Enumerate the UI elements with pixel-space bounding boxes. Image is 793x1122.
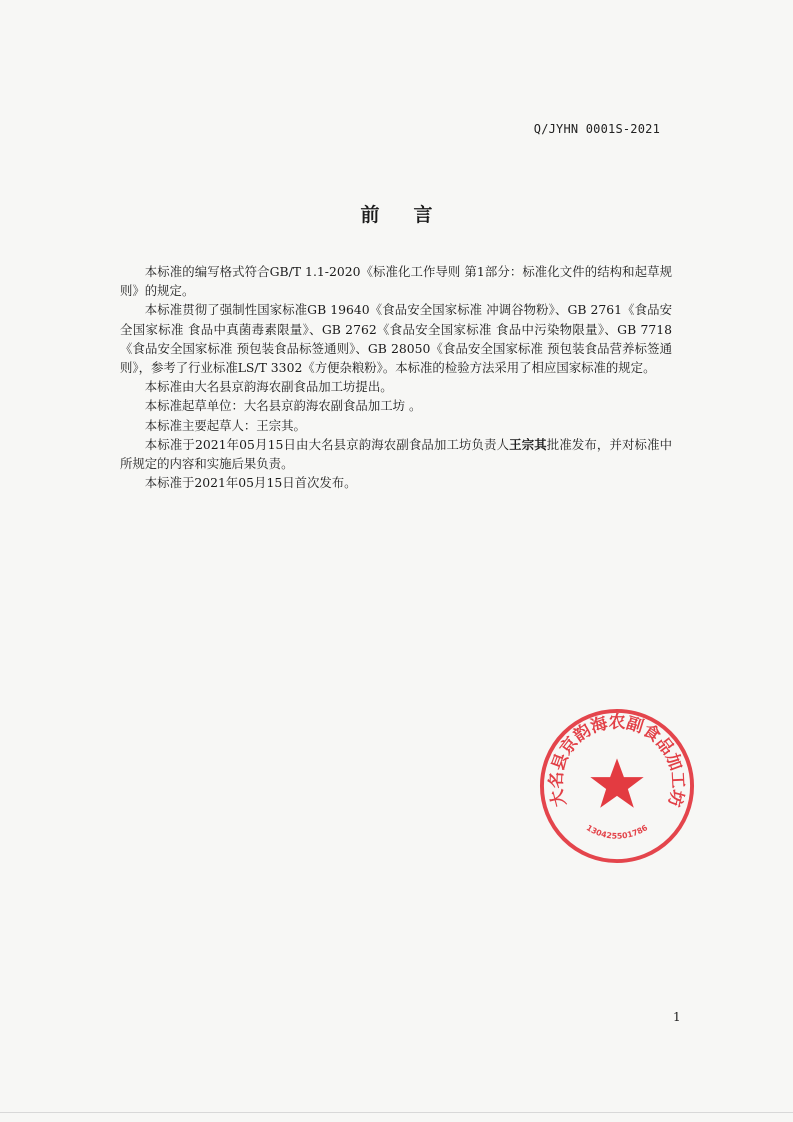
approval-text-b: 批准发布，并对标准中所规定的内容和实施后果负责。: [120, 436, 672, 472]
svg-text:130425501786: [585, 823, 650, 841]
seal-star-icon: [590, 758, 643, 807]
company-seal-stamp: [538, 707, 696, 865]
paragraph-drafter: 本标准主要起草人：王宗其。: [144, 417, 306, 433]
scan-edge-line: [0, 1112, 793, 1113]
paragraph-standards: 本标准贯彻了强制性国家标准GB 19640《食品安全国家标准 冲调谷物粉》、GB 2761《食品安全国家标准 食品中真菌毒素限量》、GB 2762《食品安全国家标准 食品中污染物限量》、GB 7718《食品安全国家标准 预包装食品标签通则》、GB 28050《食品安全国家标准 预包装食品营养标签通则》，参考了行业标准LS/T 3302《方便杂粮粉》。本标准的检验方法采用了相应国家标准的规定。: [120, 302, 672, 376]
paragraph-approval: [120, 435, 672, 473]
foreword-body: [120, 262, 672, 492]
page-title: 前言: [360, 204, 467, 226]
approval-text-a: 本标准于2021年05月15日由大名县京韵海农副食品加工坊负责人: [144, 436, 510, 452]
paragraph-drafting-unit: 本标准起草单位：大名县京韵海农副食品加工坊 。: [144, 398, 422, 414]
paragraph-release: 本标准于2021年05月15日首次发布。: [144, 475, 357, 491]
paragraph-format: 本标准的编写格式符合GB/T 1.1-2020《标准化工作导则 第1部分：标准化文件的结构和起草规则》的规定。: [120, 264, 672, 299]
document-code: Q/JYHN 0001S-2021: [533, 122, 660, 136]
seal-code: 130425501786: [584, 823, 650, 841]
seal-text: 大名县京韵海农副食品加工坊: [545, 711, 689, 810]
page-number: 1: [673, 1010, 681, 1024]
paragraph-proposer: 本标准由大名县京韵海农副食品加工坊提出。: [144, 379, 393, 395]
approver-name: 王宗其: [509, 436, 547, 452]
